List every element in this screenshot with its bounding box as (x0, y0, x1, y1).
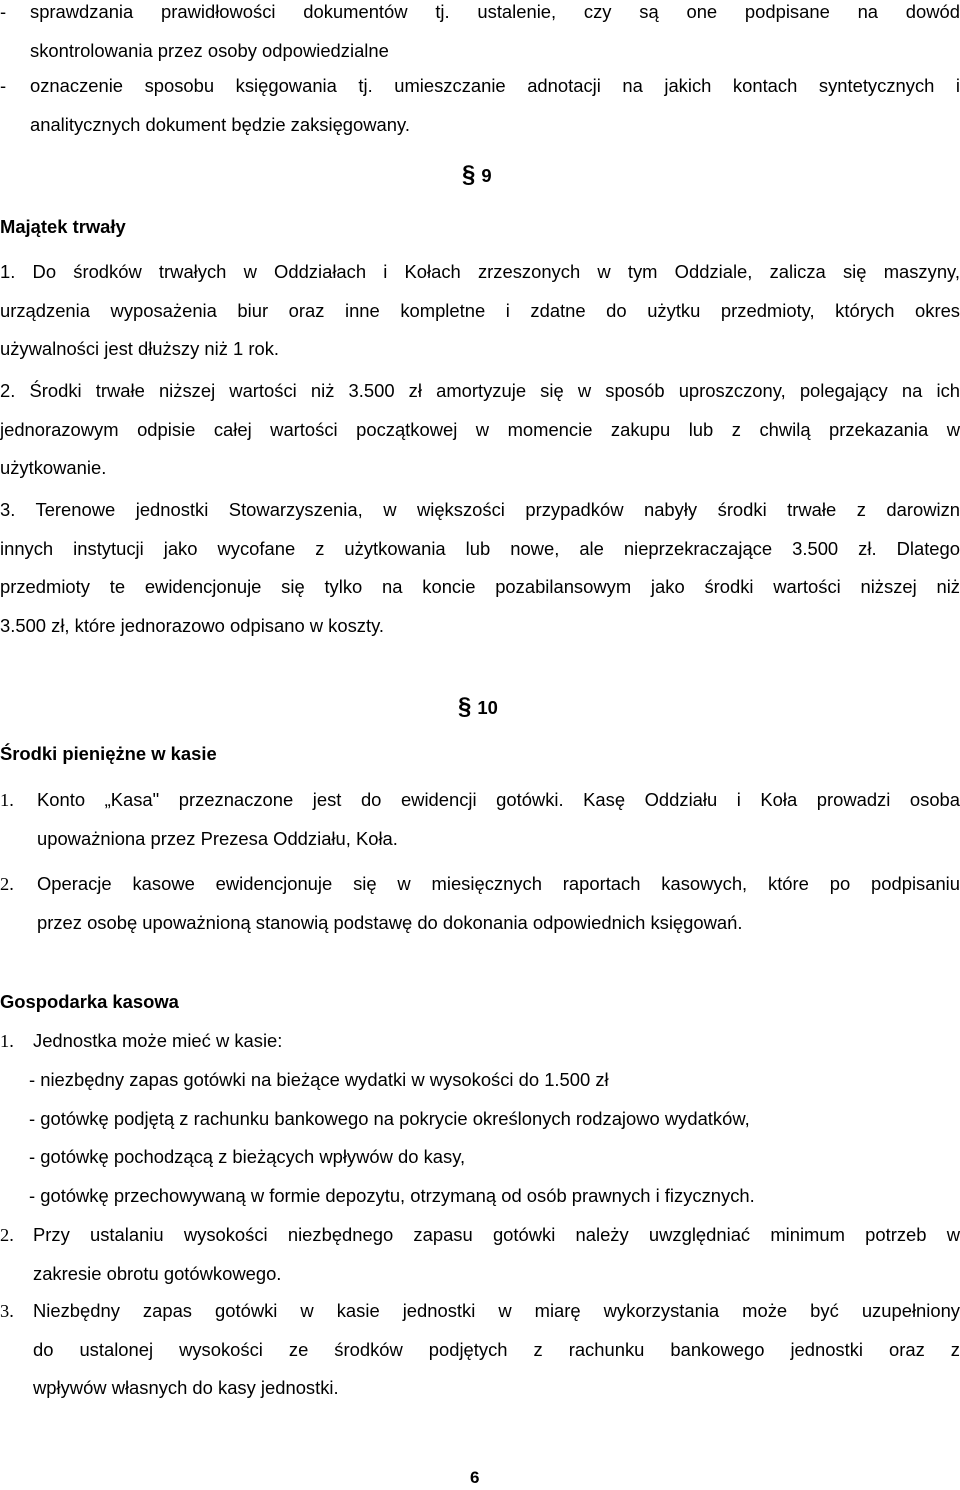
text-line: urządzenia wyposażenia biur oraz inne kompletne i zdatne do użytku przedmioty, których okres (0, 299, 960, 321)
text-line: innych instytucji jako wycofane z użytkowania lub nowe, ale nieprzekraczające 3.500 zł. Dlatego (0, 537, 960, 559)
list-number: 1. (0, 1031, 14, 1051)
list-item: - gotówkę podjętą z rachunku bankowego na pokrycie określonych rodzajowo wydatków, (29, 1107, 750, 1129)
text-line: analitycznych dokument będzie zaksięgowany. (30, 113, 410, 135)
section-symbol: § (458, 693, 472, 720)
list-item: - gotówkę przechowywaną w formie depozytu, otrzymaną od osób prawnych i fizycznych. (29, 1184, 755, 1206)
text-line: Konto „Kasa" przeznaczone jest do ewidencji gotówki. Kasę Oddziału i Koła prowadzi osoba (37, 789, 960, 810)
section-number-10 (458, 690, 498, 725)
text-line: użytkowanie. (0, 457, 107, 478)
bullet-marker: - (0, 1, 7, 22)
text-line: oznaczenie sposobu księgowania tj. umieszczanie adnotacji na jakich kontach syntetycznych i (30, 75, 960, 96)
list-number: 2. (0, 1225, 14, 1245)
text-line: używalności jest dłuższy niż 1 rok. (0, 338, 280, 359)
list-number: 3. (0, 1301, 14, 1321)
bullet-booking-method (30, 67, 960, 144)
text-line: przez osobę upoważnioną stanowią podstawę do dokonania odpowiednich księgowań. (37, 911, 743, 933)
text-line: Jednostka może mieć w kasie: (33, 1030, 283, 1051)
text-line: 1. Do środków trwałych w Oddziałach i Kołach zrzeszonych w tym Oddziale, zalicza się maszyny, (0, 261, 960, 282)
text-line: Operacje kasowe ewidencjonuje się w miesięcznych raportach kasowych, które po podpisaniu (37, 873, 960, 894)
paragraph-9-3 (0, 491, 960, 645)
section-symbol: § (462, 161, 476, 188)
text-line: Przy ustalaniu wysokości niezbędnego zapasu gotówki należy uwzględniać minimum potrzeb w (33, 1224, 960, 1245)
paragraph-9-1 (0, 253, 960, 369)
page-number: 6 (470, 1468, 480, 1487)
text-line: wpływów własnych do kasy jednostki. (33, 1377, 339, 1398)
section-heading-gospodarka-kasowa: Gospodarka kasowa (0, 991, 179, 1012)
text-line: upoważniona przez Prezesa Oddziału, Koła. (37, 827, 398, 849)
text-line: Niezbędny zapas gotówki w kasie jednostki w miarę wykorzystania może być uzupełniony (33, 1300, 960, 1321)
text-line: skontrolowania przez osoby odpowiedzialne (30, 39, 389, 61)
text-line: jednorazowym odpisie całej wartości początkowej w momencie zakupu lub z chwilą przekazania w (0, 418, 960, 440)
text-line: sprawdzania prawidłowości dokumentów tj. ustalenie, czy są one podpisane na dowód (30, 1, 960, 22)
section-heading-srodki-pieniezne: Środki pieniężne w kasie (0, 743, 217, 764)
list-item: - niezbędny zapas gotówki na bieżące wydatki w wysokości do 1.500 zł (29, 1069, 609, 1090)
section-heading-majatek-trwaly: Majątek trwały (0, 216, 126, 237)
list-number: 2. (0, 874, 14, 894)
list-number: 1. (0, 790, 14, 810)
paragraph-10-1 (37, 781, 960, 858)
text-line: 2. Środki trwałe niższej wartości niż 3.500 zł amortyzuje się w sposób uproszczony, polegający na ich (0, 380, 960, 401)
text-line: do ustalonej wysokości ze środków podjętych z rachunku bankowego jednostki oraz z (33, 1338, 960, 1360)
text-line: 3. Terenowe jednostki Stowarzyszenia, w większości przypadków nabyły środki trwałe z darowizn (0, 499, 960, 520)
list-item: - gotówkę pochodzącą z bieżących wpływów do kasy, (29, 1146, 466, 1167)
paragraph-9-2 (0, 372, 960, 488)
cash-holdings-list (29, 1061, 960, 1215)
text-line: przedmioty te ewidencjonuje się tylko na koncie pozabilansowym jako środki wartości niższej niż (0, 576, 960, 597)
paragraph-gk-1 (33, 1022, 960, 1061)
paragraph-10-2 (37, 865, 960, 942)
text-line: 3.500 zł, które jednorazowo odpisano w koszty. (0, 614, 385, 636)
bullet-marker: - (0, 75, 7, 96)
section-number: 10 (477, 697, 498, 718)
paragraph-gk-2 (33, 1216, 960, 1293)
section-number: 9 (481, 165, 492, 186)
text-line: zakresie obrotu gotówkowego. (33, 1262, 282, 1284)
paragraph-gk-3 (33, 1292, 960, 1408)
section-number-9 (462, 158, 492, 193)
bullet-documents-verification (30, 0, 960, 70)
